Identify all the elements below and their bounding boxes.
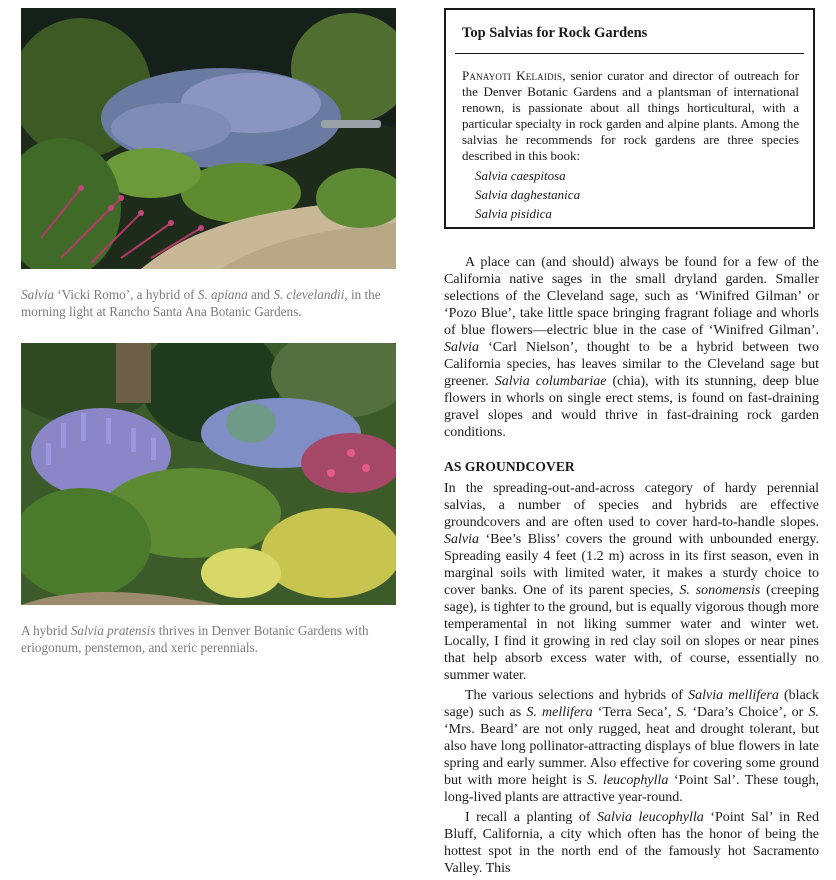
caption-part: Salvia <box>21 287 54 302</box>
text-run: (creeping sage), is tighter to the ground, but is equally vigorous though more temperamental in not liking summer water and winter wet. Locally, I find it growing in red clay soil on slopes or near pines that help absorb excess water with, of course, essentially no summer water. <box>444 583 820 683</box>
article-paragraph <box>444 480 819 684</box>
text-run: ‘Bee’s Bliss’ covers the ground with unbounded energy. Spreading easily 4 feet (1.2 m) across in its first season, even in marginal soils with limited water, it makes a sturdy choice to cover banks. One of its parent species, <box>444 532 819 598</box>
rock-garden-photo-icon <box>21 343 396 605</box>
text-run: I recall a planting of <box>465 810 597 825</box>
caption-part: S. clevelandii <box>273 287 345 302</box>
species-item: Salvia caespitosa <box>475 168 566 183</box>
text-run: ‘Point Sal’. These tough, long-lived plants are attractive year-round. <box>444 773 819 805</box>
caption-part: S. apiana <box>197 287 248 302</box>
text-run: (chia), with its stunning, deep blue flowers in whorls on single erect stems, is found on fast-draining gravel slopes and would thrive in fast-draining rock garden conditions. <box>444 374 819 440</box>
caption-part: , in the morning light at Rancho Santa Ana Botanic Gardens. <box>21 287 381 319</box>
text-run: ‘Carl Nielson’, thought to be a hybrid between two California species, has leaves similar to the Cleveland sage but greener. <box>444 340 819 389</box>
sidebar-species-list <box>475 166 799 223</box>
caption-part: Salvia pratensis <box>70 623 156 638</box>
text-run: In the spreading-out-and-across category of hardy perennial salvias, a number of species and hybrids are effective groundcovers and are often used to cover hard-to-handle slopes. <box>444 481 819 530</box>
salvia-vicki-romo-photo <box>21 8 396 269</box>
text-run: ‘Dara’s Choice’, or <box>687 705 809 720</box>
species-item: Salvia pisidica <box>475 206 552 221</box>
photo-caption-1 <box>21 286 396 320</box>
sidebar-body-text: , senior curator and director of outreach for the Denver Botanic Gardens and a plantsman of international renown, is passionate about all things horticultural, with a particular specialty in rock garden and alpine plants. Among the salvias he recommends for rock gardens are three species described in this book: <box>462 68 799 163</box>
text-run: A place can (and should) always be found for a few of the California native sages in the small dryland garden. Smaller selections of the Cleveland sage, such as ‘Winifred Gilman’ or ‘Pozo Blue’, take little space bringing fragrant foliage and whorls of blue flowers—electric blue in the case of ‘Winifred Gilman’. <box>444 255 819 338</box>
text-run: S. mellifera <box>526 705 593 720</box>
text-run: Salvia columbariae <box>494 374 607 389</box>
text-run: S. sonomensis <box>679 583 761 598</box>
text-run: The various selections and hybrids of <box>465 688 689 703</box>
photo-caption-2 <box>21 622 396 656</box>
sidebar-body <box>462 68 799 223</box>
article-body <box>444 254 819 880</box>
caption-part: and <box>247 287 274 302</box>
sidebar-divider <box>455 53 804 54</box>
rock-garden-sidebar <box>444 8 815 229</box>
article-paragraph <box>444 254 819 441</box>
caption-part: A hybrid <box>21 623 71 638</box>
text-run: S. <box>676 705 688 720</box>
text-run: Salvia <box>444 340 479 355</box>
article-paragraph <box>444 809 819 877</box>
caption-part: thrives in Denver Botanic Gardens with eriogonum, penstemon, and xeric perennials. <box>21 623 369 655</box>
article-paragraph <box>444 687 819 806</box>
text-run: Salvia mellifera <box>688 688 779 703</box>
salvia-pratensis-photo <box>21 343 396 605</box>
sidebar-lead-name: Panayoti Kelaidis <box>462 68 563 83</box>
section-heading: AS GROUNDCOVER <box>444 459 575 474</box>
text-run: ‘Mrs. Beard’ are not only rugged, heat and drought tolerant, but also have long pollinator-attracting displays of blue flowers in late spring and early summer. Also effective for covering some ground but with more height is <box>444 722 819 788</box>
text-run: ‘Terra Seca’, <box>592 705 677 720</box>
species-item: Salvia daghestanica <box>475 187 581 202</box>
text-run: S. leucophylla <box>587 773 669 788</box>
text-run: Salvia <box>444 532 479 547</box>
text-run: (black sage) such as <box>444 688 819 720</box>
text-run: Salvia leucophylla <box>597 810 704 825</box>
caption-part: ‘Vicki Romo’, a hybrid of <box>53 287 198 302</box>
garden-path-photo-icon <box>21 8 396 269</box>
text-run: ‘Point Sal’ in Red Bluff, California, a city which often has the honor of being the hottest spot in the north end of the famously hot Sacramento Valley. This <box>444 810 819 876</box>
sidebar-title: Top Salvias for Rock Gardens <box>462 25 648 41</box>
text-run: S. <box>808 705 819 720</box>
